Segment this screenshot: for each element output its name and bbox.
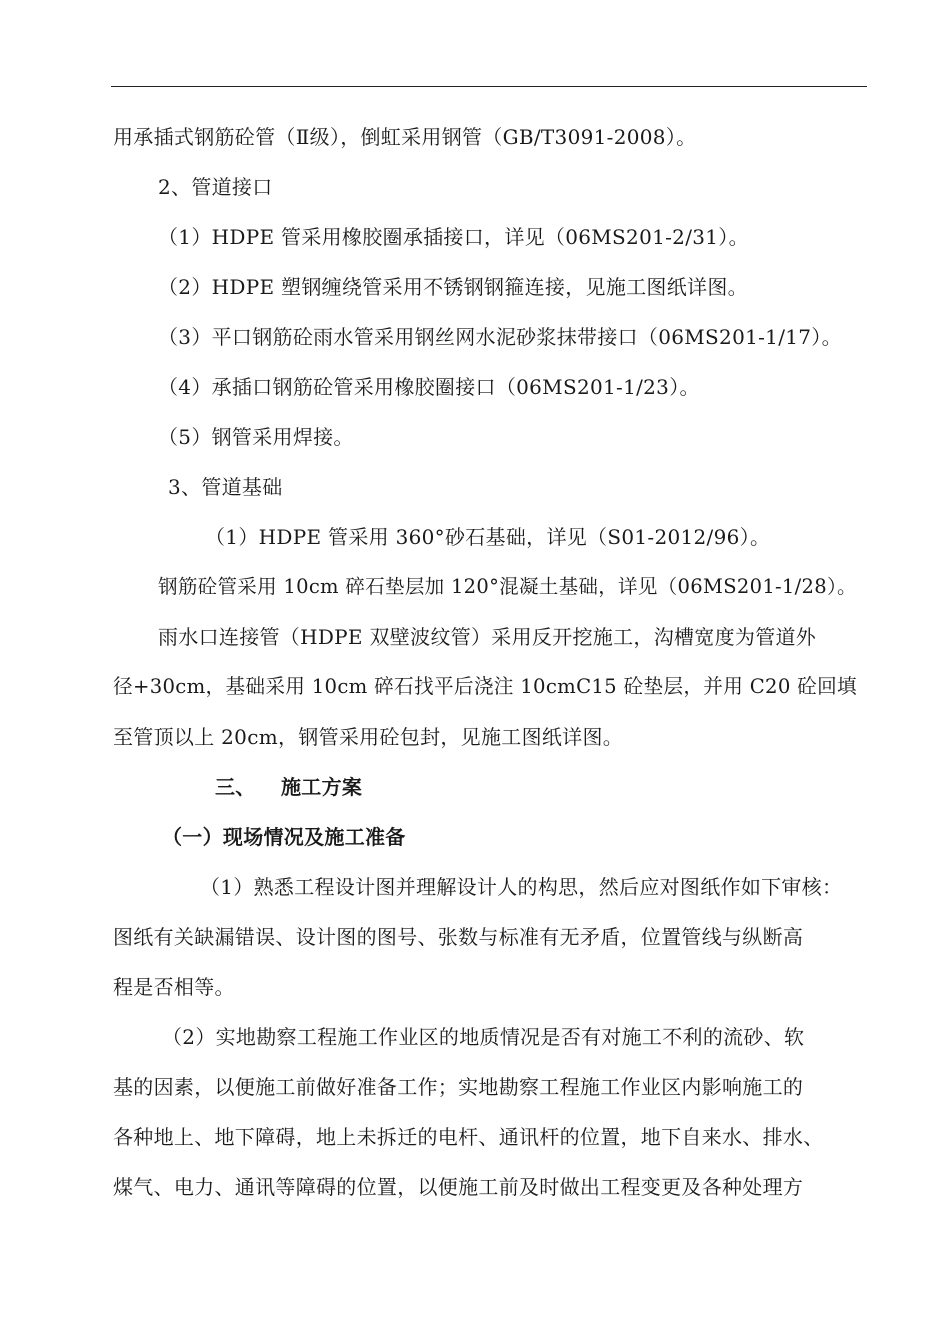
chapter-title: 施工方案: [281, 775, 363, 799]
text-line-1: 用承插式钢筋砼管（Ⅱ级），倒虹采用钢管（GB/T3091-2008）。: [113, 125, 697, 149]
text-line-9: （1）HDPE 管采用 360°砂石基础，详见（S01-2012/96）。: [205, 525, 771, 549]
text-line-17: （1）熟悉工程设计图并理解设计人的构思，然后应对图纸作如下审核：: [200, 875, 843, 899]
text-line-22: 各种地上、地下障碍，地上未拆迁的电杆、通讯杆的位置，地下自来水、排水、: [113, 1125, 824, 1149]
text-line-19: 程是否相等。: [113, 975, 235, 999]
subsection-heading: （一）现场情况及施工准备: [162, 825, 406, 849]
text-line-6: （4）承插口钢筋砼管采用橡胶圈接口（06MS201-1/23）。: [158, 375, 700, 399]
chapter-number: 三、: [215, 775, 256, 799]
text-line-10: 钢筋砼管采用 10cm 碎石垫层加 120°混凝土基础，详见（06MS201-1/28）。: [158, 575, 857, 598]
section-heading-pipe-foundation: 3、管道基础: [168, 475, 283, 499]
text-line-3: （1）HDPE 管采用橡胶圈承插接口，详见（06MS201-2/31）。: [158, 225, 749, 249]
text-line-13: 至管顶以上 20cm，钢管采用砼包封，见施工图纸详图。: [113, 725, 624, 749]
section-heading-pipe-joints: 2、管道接口: [158, 175, 273, 199]
text-line-23: 煤气、电力、通讯等障碍的位置，以便施工前及时做出工程变更及各种处理方: [113, 1175, 804, 1199]
text-line-5: （3）平口钢筋砼雨水管采用钢丝网水泥砂浆抹带接口（06MS201-1/17）。: [158, 325, 842, 349]
text-line-11: 雨水口连接管（HDPE 双壁波纹管）采用反开挖施工，沟槽宽度为管道外: [158, 625, 817, 649]
text-line-20: （2）实地勘察工程施工作业区的地质情况是否有对施工不利的流砂、软: [162, 1025, 805, 1049]
text-line-21: 基的因素，以便施工前做好准备工作；实地勘察工程施工作业区内影响施工的: [113, 1075, 804, 1099]
text-line-12: 径+30cm，基础采用 10cm 碎石找平后浇注 10cmC15 砼垫层，并用 C20 砼回填: [113, 675, 857, 698]
text-line-4: （2）HDPE 塑钢缠绕管采用不锈钢钢箍连接，见施工图纸详图。: [158, 275, 748, 299]
text-line-7: （5）钢管采用焊接。: [158, 425, 354, 449]
header-rule: [111, 86, 867, 87]
text-line-18: 图纸有关缺漏错误、设计图的图号、张数与标准有无矛盾，位置管线与纵断高: [113, 925, 804, 949]
